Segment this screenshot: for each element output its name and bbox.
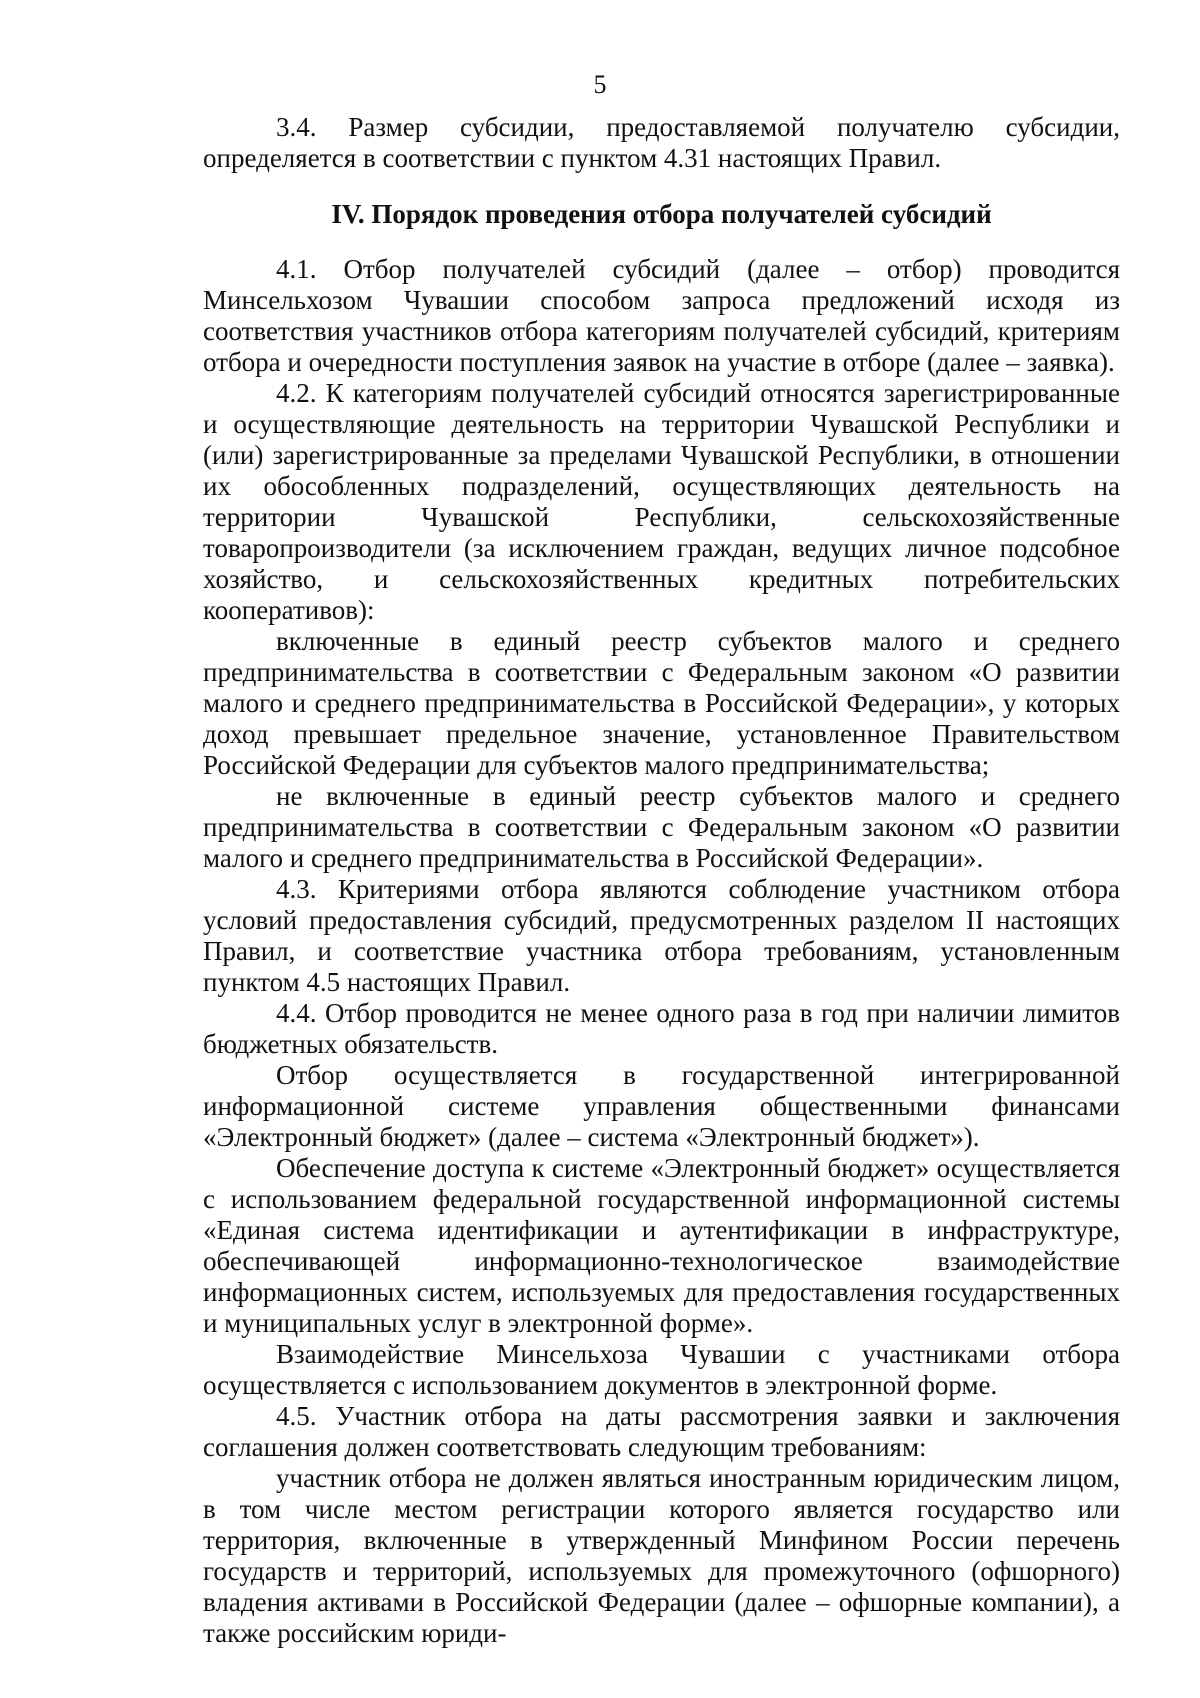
page-number: 5 — [593, 70, 607, 99]
paragraph-category-included: включенные в единый реестр субъектов малого и среднего предпринимательства в соответствии с Федеральным законом «О развитии малого и среднего предпринимательства в Российской Федерации», у которых доход превышает предельное значение, установленное Правительством Российской Федерации для субъектов малого предпринимательства; — [203, 626, 1120, 780]
paragraph-category-not-included: не включенные в единый реестр субъектов малого и среднего предпринимательства в соответствии с Федеральным законом «О развитии малого и среднего предпринимательства в Российской Федерации». — [203, 781, 1120, 873]
paragraph-4-4: 4.4. Отбор проводится не менее одного раза в год при наличии лимитов бюджетных обязательств. — [203, 998, 1120, 1059]
paragraph-4-3: 4.3. Критериями отбора являются соблюдение участником отбора условий предоставления субсидий, предусмотренных разделом II настоящих Правил, и соответствие участника отбора требованиям, установленным пунктом 4.5 настоящих Правил. — [203, 874, 1120, 997]
paragraph-4-2: 4.2. К категориям получателей субсидий относятся зарегистрированные и осуществляющие деятельность на территории Чувашской Республики и (или) зарегистрированные за пределами Чувашской Республики, в отношении их обособленных подразделений, осуществляющих деятельность на территории Чувашской Республики, сельскохозяйственные товаропроизводители (за исключением граждан, ведущих личное подсобное хозяйство, и сельскохозяйственных кредитных потребительских кооперативов): — [203, 378, 1120, 625]
document-body — [203, 112, 1120, 1649]
section-heading: IV. Порядок проведения отбора получателей субсидий — [331, 199, 992, 229]
paragraph-interaction: Взаимодействие Минсельхоза Чувашии с участниками отбора осуществляется с использованием документов в электронной форме. — [203, 1339, 1120, 1400]
paragraph-3-4: 3.4. Размер субсидии, предоставляемой получателю субсидии, определяется в соответствии с пунктом 4.31 настоящих Правил. — [203, 112, 1120, 173]
paragraph-4-1: 4.1. Отбор получателей субсидий (далее – отбор) проводится Минсельхозом Чувашии способом запроса предложений исходя из соответствия участников отбора категориям получателей субсидий, критериям отбора и очередности поступления заявок на участие в отборе (далее – заявка). — [203, 254, 1120, 377]
paragraph-access: Обеспечение доступа к системе «Электронный бюджет» осуществляется с использованием федеральной государственной информационной системы «Единая система идентификации и аутентификации в инфраструктуре, обеспечивающей информационно-технологическое взаимодействие информационных систем, используемых для предоставления государственных и муниципальных услуг в электронной форме». — [203, 1153, 1120, 1338]
paragraph-requirement-1: участник отбора не должен являться иностранным юридическим лицом, в том числе местом регистрации которого является государство или территория, включенные в утвержденный Минфином России перечень государств и территорий, используемых для промежуточного (офшорного) владения активами в Российской Федерации (далее – офшорные компании), а также российским юриди- — [203, 1463, 1120, 1648]
paragraph-4-5: 4.5. Участник отбора на даты рассмотрения заявки и заключения соглашения должен соответствовать следующим требованиям: — [203, 1401, 1120, 1462]
paragraph-electronic-budget: Отбор осуществляется в государственной интегрированной информационной системе управления общественными финансами «Электронный бюджет» (далее – система «Электронный бюджет»). — [203, 1060, 1120, 1152]
